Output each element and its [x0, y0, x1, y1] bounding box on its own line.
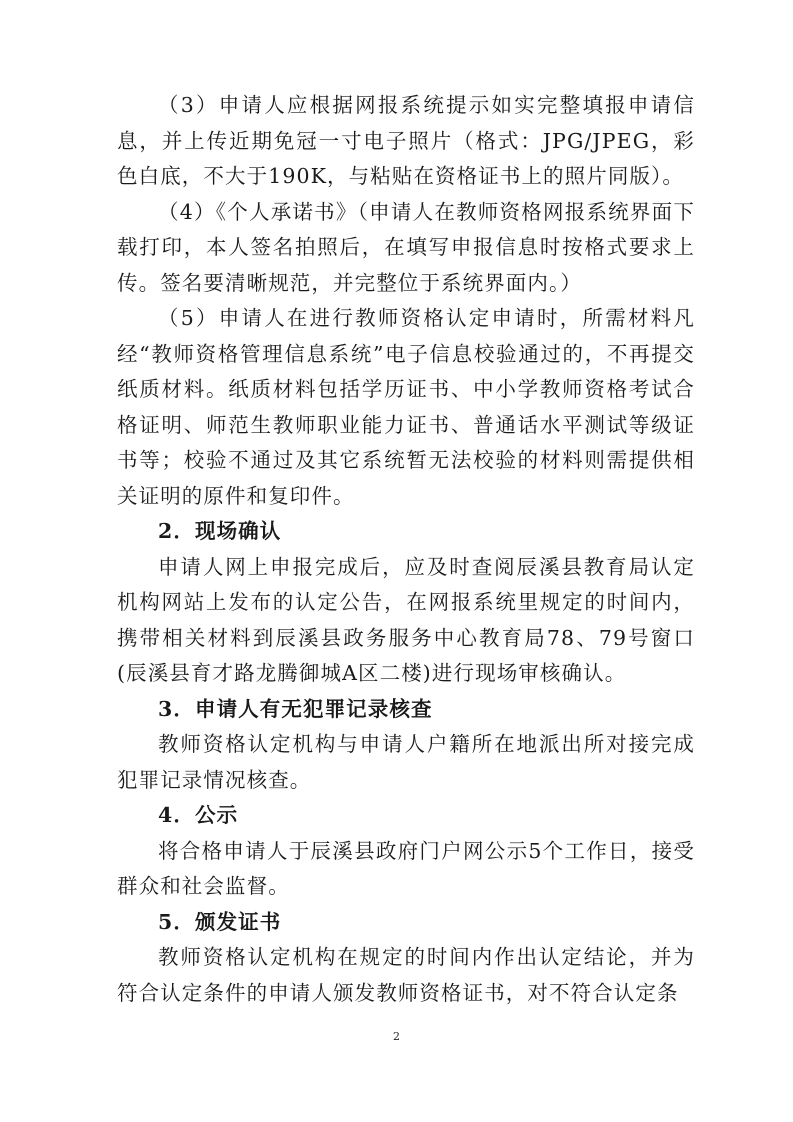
paragraph-public-notice: 将合格申请人于辰溪县政府门户网公示5个工作日，接受群众和社会监督。 — [117, 838, 695, 898]
paragraph-certificate-issuance: 教师资格认定机构在规定的时间内作出认定结论，并为符合认定条件的申请人颁发教师资格证书，对不符合认定条 — [117, 945, 695, 1005]
heading-criminal-record-check: 3．申请人有无犯罪记录核查 — [158, 696, 433, 721]
heading-public-notice: 4．公示 — [158, 803, 239, 827]
document-body — [117, 88, 695, 1011]
heading-certificate-issuance: 5．颁发证书 — [158, 909, 282, 934]
page-number: 2 — [393, 1030, 400, 1043]
paragraph-photo-upload: （3）申请人应根据网报系统提示如实完整填报申请信息，并上传近期免冠一寸电子照片（格式：JPG/JPEG，彩色白底，不大于190K，与粘贴在资格证书上的照片同版）。 — [117, 93, 695, 188]
paragraph-criminal-record-check: 教师资格认定机构与申请人户籍所在地派出所对接完成犯罪记录情况核查。 — [117, 732, 695, 792]
heading-onsite-confirmation: 2．现场确认 — [158, 519, 282, 543]
paragraph-paper-materials: （5）申请人在进行教师资格认定申请时，所需材料凡经“教师资格管理信息系统”电子信息校验通过的，不再提交纸质材料。纸质材料包括学历证书、中小学教师资格考试合格证明、师范生教师职业能力证书、普通话水平测试等级证书等；校验不通过及其它系统暂无法校验的材料则需提供相关证明的原件和复印件。 — [117, 306, 695, 508]
paragraph-onsite-confirmation: 申请人网上申报完成后，应及时查阅辰溪县教育局认定机构网站上发布的认定公告，在网报系统里规定的时间内，携带相关材料到辰溪县政务服务中心教育局78、79号窗口(辰溪县育才路龙腾御城A区二楼)进行现场审核确认。 — [117, 554, 695, 685]
paragraph-commitment-letter: （4）《个人承诺书》（申请人在教师资格网报系统界面下载打印，本人签名拍照后，在填写申报信息时按格式要求上传。签名要清晰规范，并完整位于系统界面内。） — [117, 199, 695, 295]
